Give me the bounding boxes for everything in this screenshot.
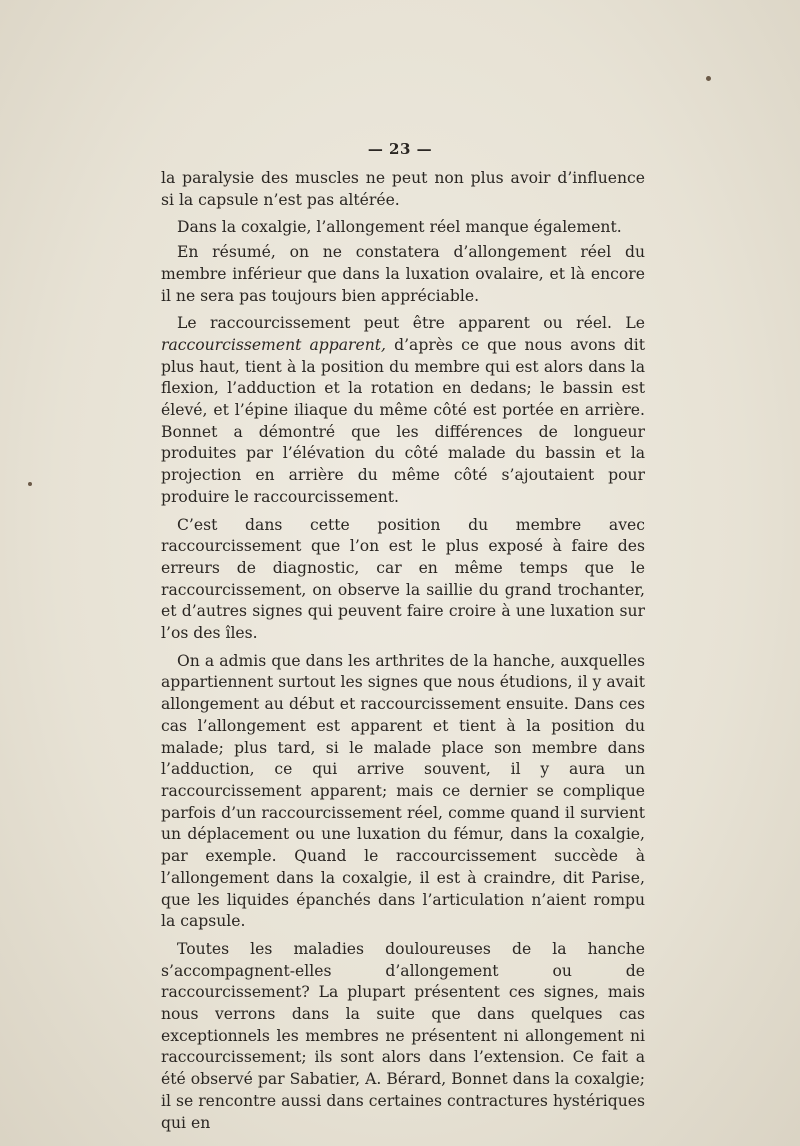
- paragraph-text: Toutes les maladies douloureuses de la hanche s’accompagnent-elles d’allongement ou de raccourcissement? La plupart présentent ces signes, mais nous verrons dans la suite que dans quelques cas exceptionnels les membres ne présentent ni allongement ni raccourcissement; ils sont alors dans l’extension. Ce fait a été observé par Sabatier, A. Bérard, Bonnet dans la coxalgie; il se rencontre aussi dans certaines contractures hystériques qui en: [161, 939, 645, 1132]
- italic-term: raccourcissement apparent,: [161, 335, 386, 354]
- paragraph: [161, 217, 645, 239]
- paragraph-text: d’après ce que nous avons dit plus haut, tient à la position du membre qui est alors dans la flexion, l’adduction et la rotation en dedans; le bassin est élevé, et l’épine iliaque du même côté est portée en arrière. Bonnet a démontré que les différences de longueur produites par l’élévation du côté malade du bassin et la projection en arrière du même côté s’ajoutaient pour produire le raccourcissement.: [161, 335, 645, 506]
- paragraph-text: Le raccourcissement peut être apparent ou réel. Le: [177, 314, 645, 333]
- body-text: [161, 168, 645, 1140]
- paragraph-text: Dans la coxalgie, l’allongement réel manque également.: [177, 218, 622, 237]
- paragraph: [161, 313, 645, 508]
- paragraph: [161, 242, 645, 307]
- paragraph-text: On a admis que dans les arthrites de la hanche, auxquelles appartiennent surtout les signes que nous étudions, il y avait allongement au début et raccourcissement ensuite. Dans ces cas l’allongement est apparent et tient à la position du malade; plus tard, si le malade place son membre dans l’adduction, ce qui arrive souvent, il y aura un raccourcissement apparent; mais ce dernier se complique parfois d’un raccourcissement réel, comme quand il survient un déplacement ou une luxation du fémur, dans la coxalgie, par exemple. Quand le raccourcissement succède à l’allongement dans la coxalgie, il est à craindre, dit Parise, que les liquides épanchés dans l’articulation n’aient rompu la capsule.: [161, 651, 645, 931]
- paragraph-text: la paralysie des muscles ne peut non plus avoir d’influence si la capsule n’est pas altérée.: [161, 169, 645, 209]
- ink-speck: [706, 76, 711, 81]
- paragraph-text: En résumé, on ne constatera d’allongement réel du membre inférieur que dans la luxation ovalaire, et là encore il ne sera pas toujours bien appréciable.: [161, 243, 645, 305]
- paragraph: [161, 651, 645, 933]
- paragraph-text: C’est dans cette position du membre avec raccourcissement que l’on est le plus exposé à faire des erreurs de diagnostic, car en même temps que le raccourcissement, on observe la saillie du grand trochanter, et d’autres signes qui peuvent faire croire à une luxation sur l’os des îles.: [161, 515, 645, 643]
- paragraph: [161, 168, 645, 211]
- paragraph: [161, 939, 645, 1134]
- ink-speck: [28, 482, 32, 486]
- page-number: — 23 —: [367, 140, 433, 158]
- paragraph: [161, 515, 645, 645]
